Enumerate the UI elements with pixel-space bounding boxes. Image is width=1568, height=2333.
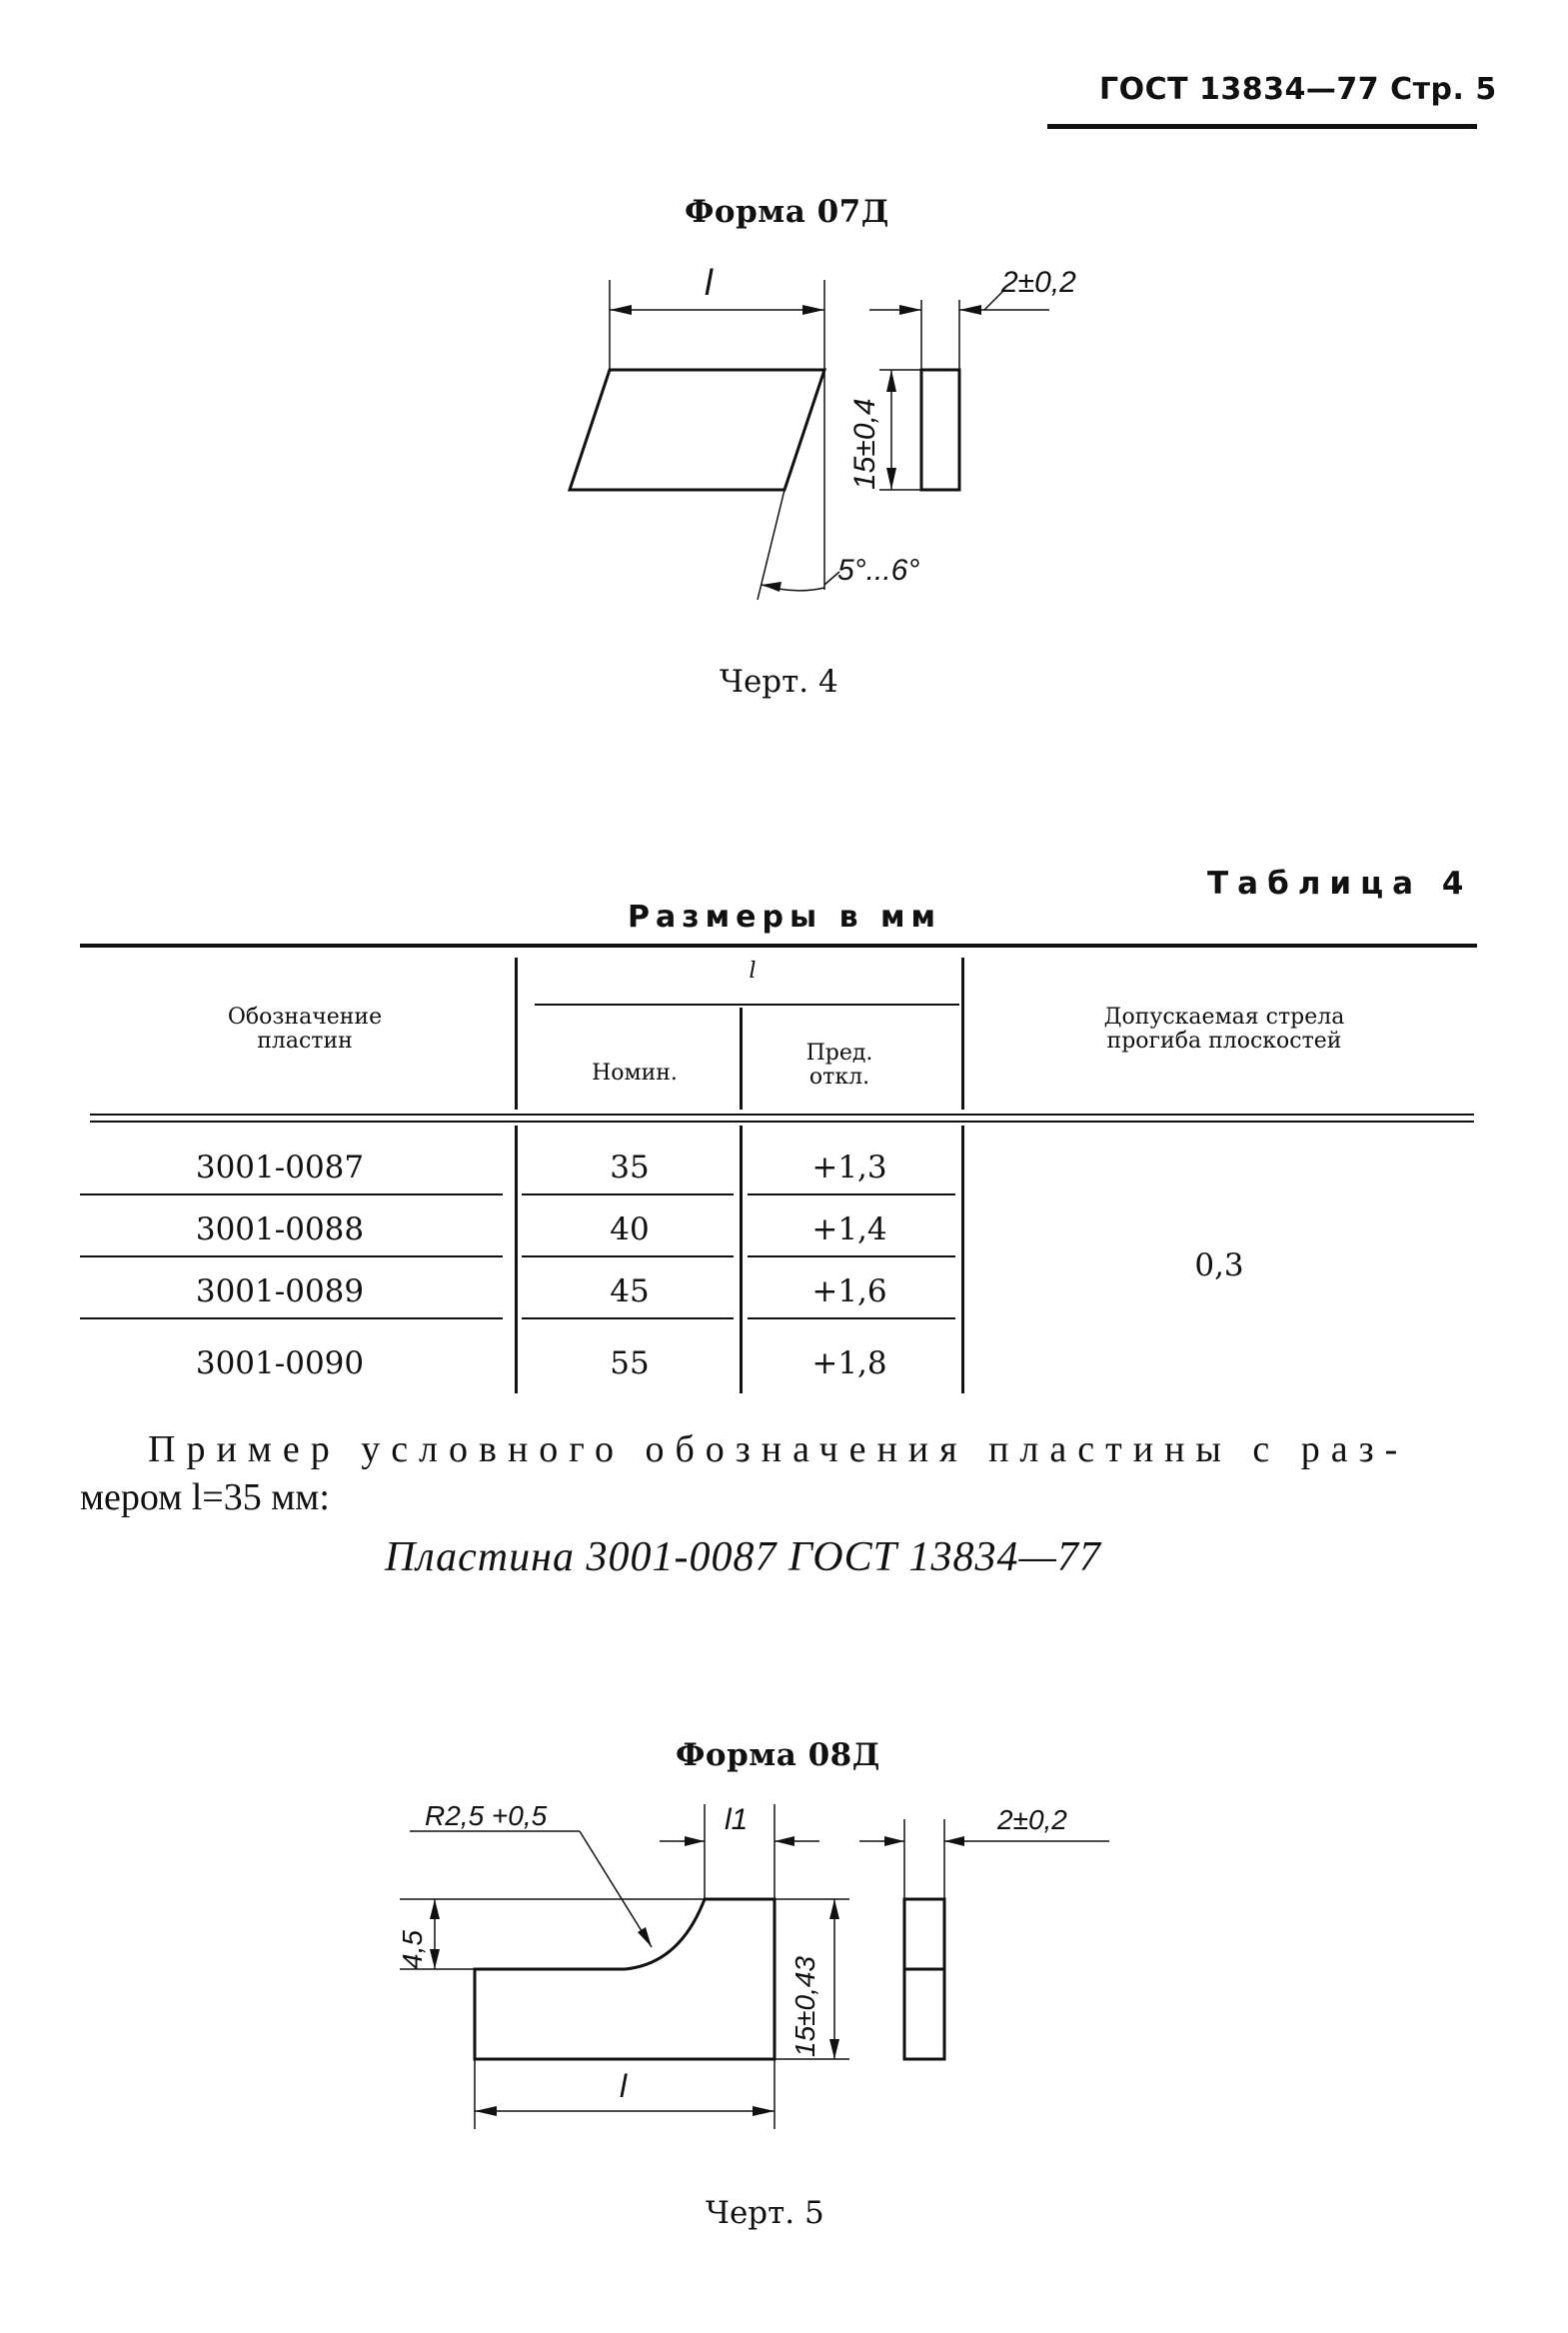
table-vline <box>961 1126 964 1393</box>
header-deflection: Допускаемая стрела прогиба плоскостей <box>1103 1005 1345 1054</box>
page-header: ГОСТ 13834—77 Стр. 5 <box>1099 72 1497 107</box>
form-07d-title: Форма 07Д <box>685 194 889 230</box>
plate-08d-front-view <box>475 1899 775 2059</box>
dim-label-height: 15±0,43 <box>789 1955 820 2057</box>
cell-deviation: +1,8 <box>811 1345 887 1381</box>
cell-deviation: +1,6 <box>811 1273 887 1309</box>
header-l: l <box>749 959 757 984</box>
dim-label-thickness: 2±0,2 <box>997 1804 1067 1835</box>
example-designation: Пластина 3001-0087 ГОСТ 13834—77 <box>385 1534 1101 1580</box>
header-designation: Обозначение пластин <box>227 1005 383 1054</box>
header-deviation: Пред. откл. <box>805 1041 873 1090</box>
cell-designation: 3001-0089 <box>195 1273 365 1309</box>
cell-designation: 3001-0087 <box>195 1150 365 1185</box>
cell-nominal: 35 <box>610 1150 650 1185</box>
row-rule <box>522 1255 734 1257</box>
drawing-form-08d <box>380 1789 1139 2159</box>
dim-label-radius: R2,5 +0,5 <box>425 1800 548 1831</box>
cell-designation: 3001-0088 <box>195 1211 365 1247</box>
plate-07d-front-view <box>570 370 824 490</box>
example-text-line2: мером l=35 мм: <box>80 1476 330 1518</box>
table-vline <box>740 1126 743 1393</box>
row-rule <box>80 1317 503 1319</box>
row-rule <box>80 1193 503 1195</box>
plate-07d-side-view <box>921 370 959 490</box>
dim-label-angle: 5°...6° <box>837 554 920 587</box>
table-vline <box>515 958 518 1110</box>
cell-nominal: 55 <box>610 1345 650 1381</box>
dim-label-step: 4,5 <box>397 1930 428 1969</box>
table-vline <box>515 1126 518 1393</box>
cell-nominal: 45 <box>610 1273 650 1309</box>
dim-label-thickness: 2±0,2 <box>1001 266 1076 299</box>
row-rule <box>748 1317 955 1319</box>
figure-caption-4: Черт. 4 <box>720 664 838 700</box>
header-nominal: Номин. <box>592 1061 678 1086</box>
table-units: Размеры в мм <box>628 900 942 935</box>
form-08d-title: Форма 08Д <box>676 1737 880 1773</box>
table-vline <box>740 1008 743 1110</box>
row-rule <box>80 1255 503 1257</box>
dim-label-height: 15±0,4 <box>848 398 881 490</box>
cell-deviation: +1,3 <box>811 1150 887 1185</box>
table-title: Таблица 4 <box>1207 866 1473 902</box>
table-header-rule <box>90 1114 1474 1116</box>
table-top-rule <box>80 944 1477 948</box>
cell-deflection: 0,3 <box>1194 1247 1244 1283</box>
header-rule <box>1047 124 1477 129</box>
dim-label-l: l <box>705 262 713 303</box>
dim-label-l1: l1 <box>725 1803 749 1836</box>
dim-label-l: l <box>620 2068 628 2104</box>
table-subheader-rule <box>535 1004 959 1006</box>
row-rule <box>522 1317 734 1319</box>
row-rule <box>522 1193 734 1195</box>
cell-designation: 3001-0090 <box>195 1345 365 1381</box>
cell-nominal: 40 <box>610 1211 650 1247</box>
drawing-form-07d <box>540 250 1099 630</box>
cell-deviation: +1,4 <box>811 1211 887 1247</box>
row-rule <box>748 1255 955 1257</box>
table-header-rule <box>90 1121 1474 1123</box>
figure-caption-5: Черт. 5 <box>706 2195 824 2231</box>
row-rule <box>748 1193 955 1195</box>
plate-08d-side-view <box>904 1899 944 2059</box>
example-text-line1: Пример условного обозначения пластины с раз- <box>148 1428 1409 1470</box>
table-vline <box>961 958 964 1110</box>
